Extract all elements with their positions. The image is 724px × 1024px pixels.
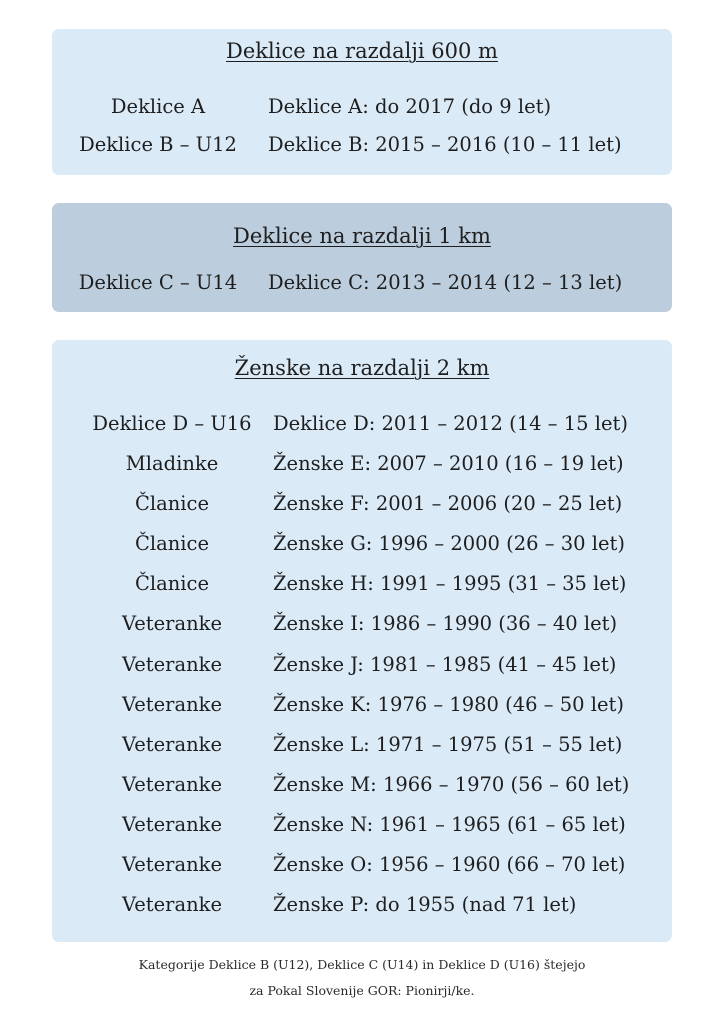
category-description: Deklice B: 2015 – 2016 (10 – 11 let)	[268, 133, 622, 156]
category-description: Deklice D: 2011 – 2012 (14 – 15 let)	[273, 412, 628, 435]
category-label: Veteranke	[121, 893, 223, 917]
category-row	[52, 131, 672, 169]
category-description: Ženske N: 1961 – 1965 (61 – 65 let)	[273, 812, 626, 836]
category-description: Ženske F: 2001 – 2006 (20 – 25 let)	[273, 492, 623, 516]
footnote-line-1: Kategorije Deklice B (U12), Deklice C (U14) in Deklice D (U16) štejejo	[138, 957, 586, 972]
category-row	[52, 570, 672, 610]
category-description: Ženske K: 1976 – 1980 (46 – 50 let)	[273, 692, 624, 716]
category-label: Veteranke	[121, 692, 223, 716]
category-label: Deklice C – U14	[78, 271, 238, 294]
category-label: Veteranke	[121, 812, 223, 836]
category-row	[52, 891, 672, 931]
category-description: Ženske P: do 1955 (nad 71 let)	[273, 893, 577, 917]
category-label: Članice	[134, 572, 210, 596]
category-label: Mladinke	[125, 452, 219, 476]
category-description: Ženske I: 1986 – 1990 (36 – 40 let)	[273, 612, 618, 636]
category-description: Ženske O: 1956 – 1960 (66 – 70 let)	[273, 853, 626, 877]
section-600m	[52, 29, 672, 175]
category-label: Deklice D – U16	[92, 412, 252, 435]
category-list-2km	[52, 410, 672, 931]
category-row	[52, 490, 672, 530]
category-label: Veteranke	[121, 772, 223, 796]
category-list-600m	[52, 93, 672, 169]
category-row	[52, 450, 672, 490]
section-1km	[52, 203, 672, 312]
category-label: Članice	[134, 532, 210, 556]
section-title-600m: Deklice na razdalji 600 m	[226, 39, 498, 63]
category-row	[52, 731, 672, 771]
category-row	[52, 269, 672, 309]
footnote-line-2: za Pokal Slovenije GOR: Pionirji/ke.	[249, 983, 475, 998]
category-description: Ženske M: 1966 – 1970 (56 – 60 let)	[273, 772, 630, 796]
category-label: Deklice A	[110, 95, 206, 118]
category-label: Veteranke	[121, 853, 223, 877]
section-title-1km: Deklice na razdalji 1 km	[233, 224, 491, 248]
category-label: Veteranke	[121, 732, 223, 756]
category-row	[52, 771, 672, 811]
category-label: Članice	[134, 492, 210, 516]
category-description: Ženske L: 1971 – 1975 (51 – 55 let)	[273, 732, 623, 756]
category-row	[52, 851, 672, 891]
category-description: Ženske J: 1981 – 1985 (41 – 45 let)	[273, 652, 617, 676]
category-description: Deklice A: do 2017 (do 9 let)	[268, 95, 552, 118]
section-title-2km: Ženske na razdalji 2 km	[234, 356, 490, 380]
category-row	[52, 691, 672, 731]
section-2km	[52, 340, 672, 942]
category-list-1km	[52, 269, 672, 309]
category-description: Ženske E: 2007 – 2010 (16 – 19 let)	[273, 452, 624, 476]
category-description: Ženske G: 1996 – 2000 (26 – 30 let)	[273, 532, 625, 556]
category-description: Deklice C: 2013 – 2014 (12 – 13 let)	[268, 271, 623, 294]
category-row	[52, 610, 672, 650]
category-row	[52, 93, 672, 131]
category-label: Veteranke	[121, 652, 223, 676]
category-row	[52, 410, 672, 450]
category-row	[52, 651, 672, 691]
category-label: Deklice B – U12	[79, 133, 237, 156]
category-row	[52, 530, 672, 570]
category-row	[52, 811, 672, 851]
category-label: Veteranke	[121, 612, 223, 636]
category-description: Ženske H: 1991 – 1995 (31 – 35 let)	[273, 572, 627, 596]
